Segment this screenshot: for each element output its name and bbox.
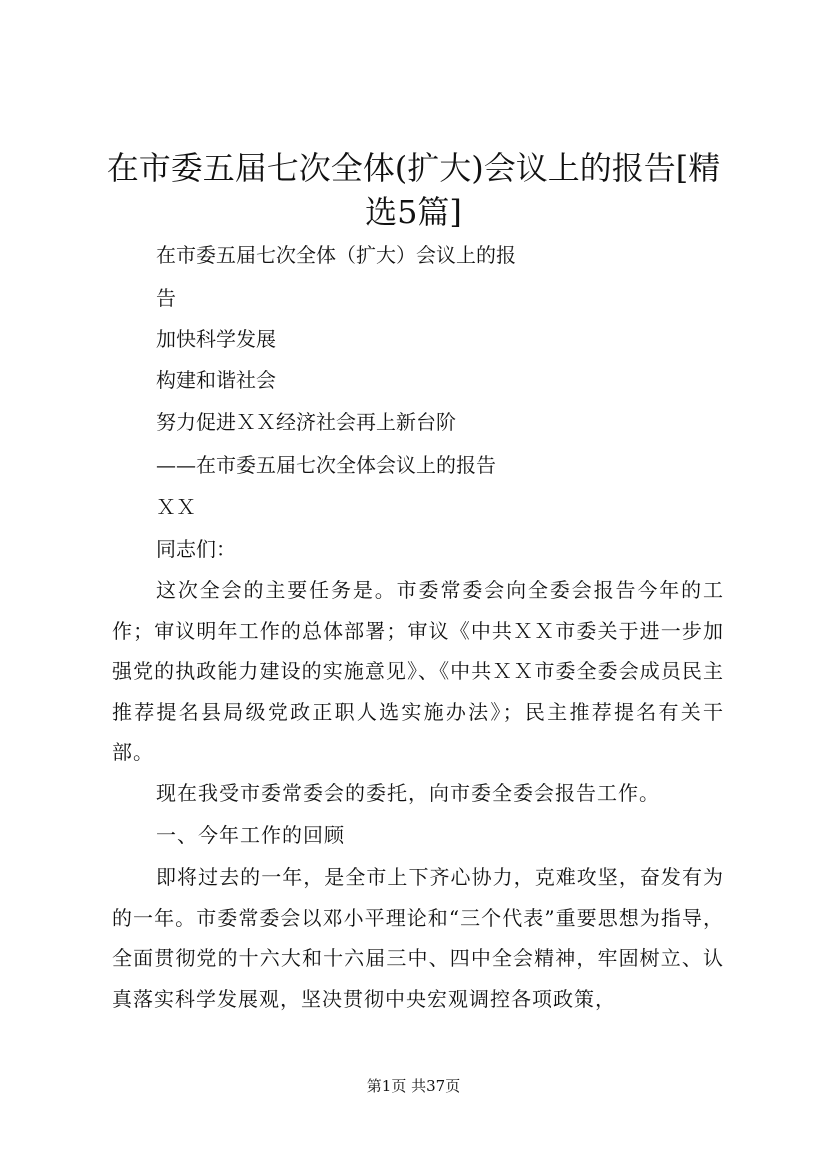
document-title: 在市委五届七次全体(扩大)会议上的报告[精选5篇] bbox=[106, 149, 721, 231]
paragraph-3: 即将过去的一年，是全市上下齐心协力，克难攻坚，奋发有为的一年。市委常委会以邓小平理论和“三个代表”重要思想为指导，全面贯彻党的十六大和十六届三中、四中全会精神，牢固树立、认真落实科学发展观，坚决贯彻中央宏观调控各项政策， bbox=[112, 865, 724, 1011]
header-line-1: 在市委五届七次全体（扩大）会议上的报 bbox=[156, 243, 516, 267]
header-line-4: 构建和谐社会 bbox=[156, 368, 276, 392]
header-line-6: ——在市委五届七次全体会议上的报告 bbox=[156, 453, 496, 477]
paragraph-2: 现在我受市委常委会的委托，向市委全委会报告工作。 bbox=[156, 781, 660, 805]
greeting: 同志们： bbox=[156, 537, 236, 561]
header-line-7: ＸＸ bbox=[156, 495, 196, 519]
section-heading: 一、今年工作的回顾 bbox=[156, 823, 345, 847]
page-number: 第1页 共37页 bbox=[366, 1077, 461, 1095]
header-line-3: 加快科学发展 bbox=[156, 327, 276, 351]
header-line-2: 告 bbox=[156, 286, 176, 310]
paragraph-1: 这次全会的主要任务是。市委常委会向全委会报告今年的工作；审议明年工作的总体部署；审议《中共ＸＸ市委关于进一步加强党的执政能力建设的实施意见》、《中共ＸＸ市委全委会成员民主推荐提名县局级党政正职人选实施办法》；民主推荐提名有关干部。 bbox=[112, 578, 724, 764]
header-line-5: 努力促进ＸＸ经济社会再上新台阶 bbox=[156, 410, 456, 434]
